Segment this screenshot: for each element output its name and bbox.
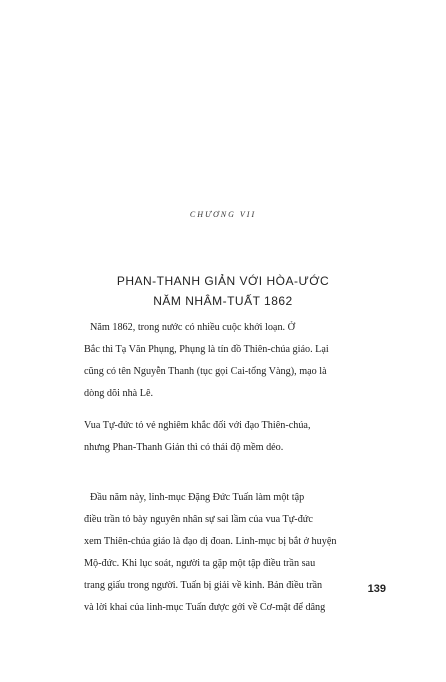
paragraph-line: trang giấu trong người. Tuấn bị giải về kinh. Bản điều trần <box>84 580 323 591</box>
paragraph-line: xem Thiên-chúa giáo là đạo dị đoan. Linh-mục bị bắt ở huyện <box>84 536 337 547</box>
paragraph-2 <box>84 415 384 459</box>
chapter-label: CHƯƠNG VII <box>189 210 257 219</box>
page-number: 139 <box>367 583 386 595</box>
paragraph-line: cũng có tên Nguyễn Thanh (tục gọi Cai-tổng Vàng), mạo là <box>84 366 327 377</box>
paragraph-line: Vua Tự-đức tỏ vẻ nghiêm khắc đối với đạo Thiên-chúa, <box>84 420 311 431</box>
paragraph-line: dòng dõi nhà Lê. <box>84 388 154 399</box>
paragraph-line: nhưng Phan-Thanh Giản thì có thái độ mềm dẻo. <box>84 442 284 453</box>
paragraph-line: Bắc thì Tạ Văn Phụng, Phụng là tín đồ Thiên-chúa giáo. Lại <box>84 344 329 355</box>
paragraph-1 <box>84 317 384 405</box>
paragraph-line: Mộ-đức. Khi lục soát, người ta gặp một tập điều trần sau <box>84 558 316 569</box>
paragraph-line: và lời khai của linh-mục Tuấn được gởi về Cơ-mật để dâng <box>84 602 326 613</box>
paragraph-3 <box>84 487 384 619</box>
chapter-title-line-1: PHAN-THANH GIẢN VỚI HÒA-ƯỚC <box>116 274 330 288</box>
paragraph-line: Đầu năm này, linh-mục Đặng Đức Tuấn làm một tập <box>90 492 305 503</box>
paragraph-line: điều trần tỏ bày nguyên nhân sự sai lầm của vua Tự-đức <box>84 514 313 525</box>
paragraph-line: Năm 1862, trong nước có nhiều cuộc khởi loạn. Ở <box>90 322 296 333</box>
chapter-title-line-2: NĂM NHÂM-TUẤT 1862 <box>153 294 293 308</box>
